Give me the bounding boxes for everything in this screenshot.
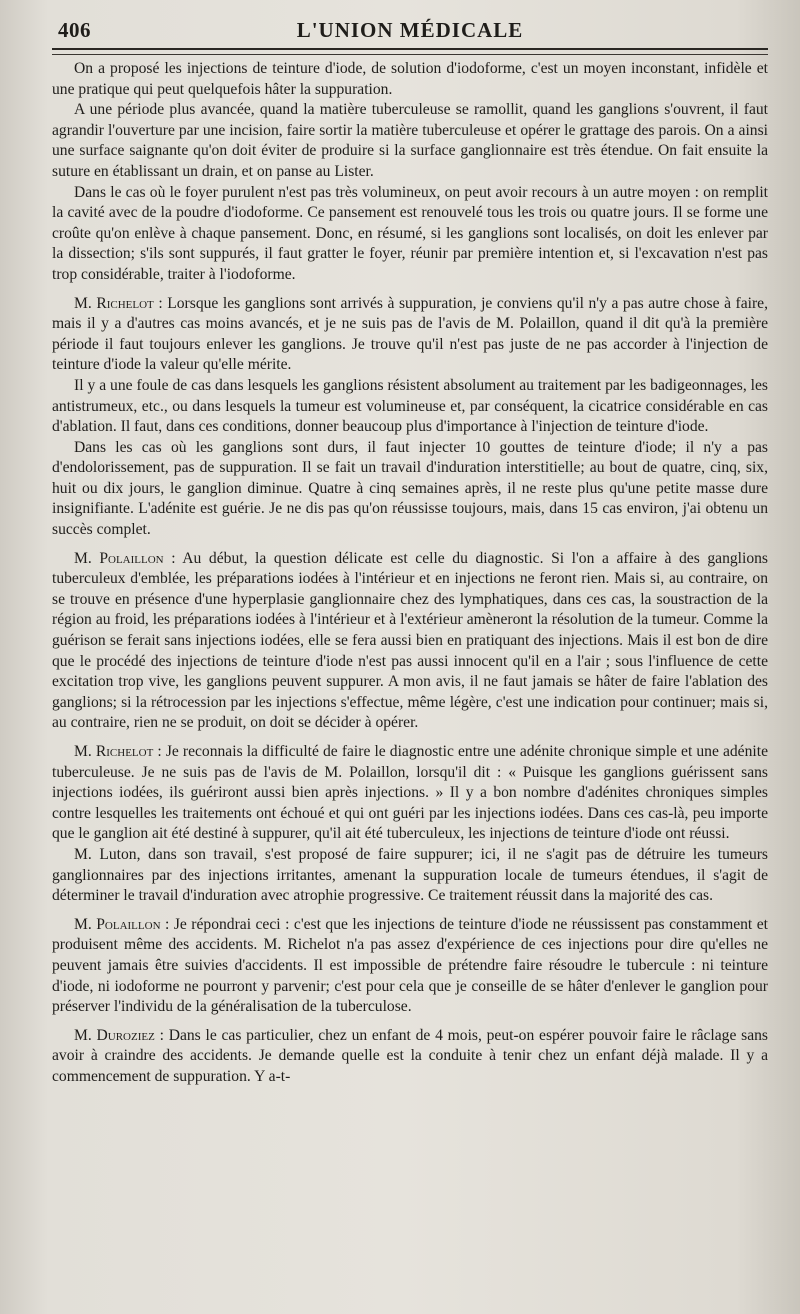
paragraph: M. Luton, dans son travail, s'est proposé de faire suppurer; ici, il ne s'agit pas de détruire les tumeurs ganglionnaires par des injections irritantes, amenant la suppuration locale de tumeurs étendues, il s'agit de déterminer le travail d'induration avec atrophie progressive. Ce traitement réussit dans la majorité des cas. [52, 845, 768, 905]
paragraph: Dans les cas où les ganglions sont durs, il faut injecter 10 gouttes de teinture d'iode; il n'y a pas d'endolorissement, pas de suppuration. Il se fait un travail d'induration interstitielle; au bout de quatre, cinq, six, huit ou dix jours, le ganglion diminue. Quatre à cinq semaines après, il ne reste plus qu'une petite masse dure insignifiante. L'adénite est guérie. Je ne dis pas qu'on réussisse toujours, mais, dans 15 cas environ, j'ai obtenu un succès complet. [52, 438, 768, 539]
speaker-name: M. Polaillon : [74, 549, 176, 567]
paragraph: M. Richelot : Je reconnais la difficulté de faire le diagnostic entre une adénite chronique simple et une adénite tuberculeuse. Je ne suis pas de l'avis de M. Polaillon, lorsqu'il dit : « Puisque les ganglions guérissent sans injections iodées, ils guériront aussi bien après injections. » Il y a bon nombre d'adénites chroniques simples contre lesquelles les traitements ont échoué et qui ont guéri par les injections iodées. Dans ces cas-là, peu importe que le ganglion ait été destiné à suppurer, qu'il ait été tuberculeux, les injections de teinture d'iode ont réussi. [52, 743, 768, 843]
paragraph: M. Richelot : Lorsque les ganglions sont arrivés à suppuration, je conviens qu'il n'y a pas autre chose à faire, mais il y a d'autres cas moins avancés, et je ne suis pas de l'avis de M. Polaillon, quand il dit qu'à la première période il faut toujours enlever les ganglions. Je trouve qu'il n'est pas juste de ne pas accorder à l'injection de teinture d'iode la valeur qu'elle mérite. [52, 294, 769, 374]
speaker-name: M. Duroziez : [74, 1026, 164, 1044]
running-title: L'UNION MÉDICALE [296, 18, 524, 42]
paragraph: M. Polaillon : Je répondrai ceci : c'est que les injections de teinture d'iode ne réussissent pas constamment et produisent même des accidents. M. Richelot n'a pas assez d'expérience de ces injections pour dire qu'elles ne peuvent jamais être suivies d'accidents. Il est impossible de prétendre faire résoudre le tubercule : ni teinture d'iode, ni iodoforme ne pourront y parvenir; c'est pour cela que je conseille de se hâter d'enlever le ganglion pour préserver l'individu de la généralisation de la tuberculose. [52, 915, 768, 1016]
speaker-name: M. Richelot : [74, 294, 163, 312]
article-body [52, 59, 768, 1088]
page-header [52, 16, 768, 50]
header-rule [52, 54, 768, 55]
paragraph: Dans le cas où le foyer purulent n'est pas très volumineux, on peut avoir recours à un autre moyen : on remplit la cavité avec de la poudre d'iodoforme. Ce pansement est renouvelé tous les trois ou quatre jours. Il se forme une croûte qu'on enlève à chaque pansement. Donc, en résumé, si les ganglions sont localisés, on doit les enlever par la dissection; s'ils sont suppurés, il faut gratter le foyer, réunir par première intention et, si l'excavation n'est pas trop considérable, traiter à l'iodoforme. [52, 183, 768, 283]
paragraph: On a proposé les injections de teinture d'iode, de solution d'iodoforme, c'est un moyen inconstant, infidèle et une pratique qui peut quelquefois hâter la suppuration. [52, 60, 768, 98]
paragraph: Il y a une foule de cas dans lesquels les ganglions résistent absolument au traitement par les badigeonnages, les antistrumeux, etc., ou dans lesquels la tumeur est volumineuse et, par conséquent, la cicatrice considérable en cas d'ablation. Il faut, dans ces conditions, donner beaucoup plus d'importance à l'injection de teinture d'iode. [52, 376, 768, 436]
speaker-name: M. Richelot : [74, 743, 162, 760]
speaker-name: M. Polaillon : [74, 915, 170, 933]
paragraph: M. Polaillon : Au début, la question délicate est celle du diagnostic. Si l'on a affaire à des ganglions tuberculeux d'emblée, les préparations iodées à l'intérieur et en injections ne feront rien. Mais si, au contraire, on se trouve en présence d'une hyperplasie ganglionnaire chez des lymphatiques, dans ces cas, la soustraction de la région au froid, les préparations iodées à l'intérieur et à l'extérieur amèneront la résolution de la tumeur. Comme la guérison se ferait sans injections iodées, elle se fera aussi bien en pratiquant des injections. Mais il est bon de dire que le procédé des injections de teinture d'iode n'est pas aussi innocent qu'il en a l'air ; sous l'influence de cette excitation trop vive, les ganglions peuvent suppurer. A mon avis, il ne faut jamais se hâter de faire l'ablation des ganglions; si la rétrocession par les injections s'effectue, même légère, c'est une indication pour continuer; mais si, au contraire, rien ne se produit, on doit se décider à opérer. [52, 549, 768, 732]
paragraph: A une période plus avancée, quand la matière tuberculeuse se ramollit, quand les ganglions s'ouvrent, il faut agrandir l'ouverture par une incision, faire sortir la matière tuberculeuse et opérer le grattage des parois. On a ainsi une surface saignante qu'on doit éviter de produire si la surface ganglionnaire est très étendue. On fait ensuite la suture en établissant un drain, et on panse au Lister. [52, 101, 768, 180]
page-number: 406 [58, 18, 91, 42]
paragraph: M. Duroziez : Dans le cas particulier, chez un enfant de 4 mois, peut-on espérer pouvoir faire le râclage sans avoir à craindre des accidents. Je demande quelle est la conduite à tenir chez un enfant déjà malade. Il y a commencement de suppuration. Y a-t- [52, 1026, 768, 1085]
